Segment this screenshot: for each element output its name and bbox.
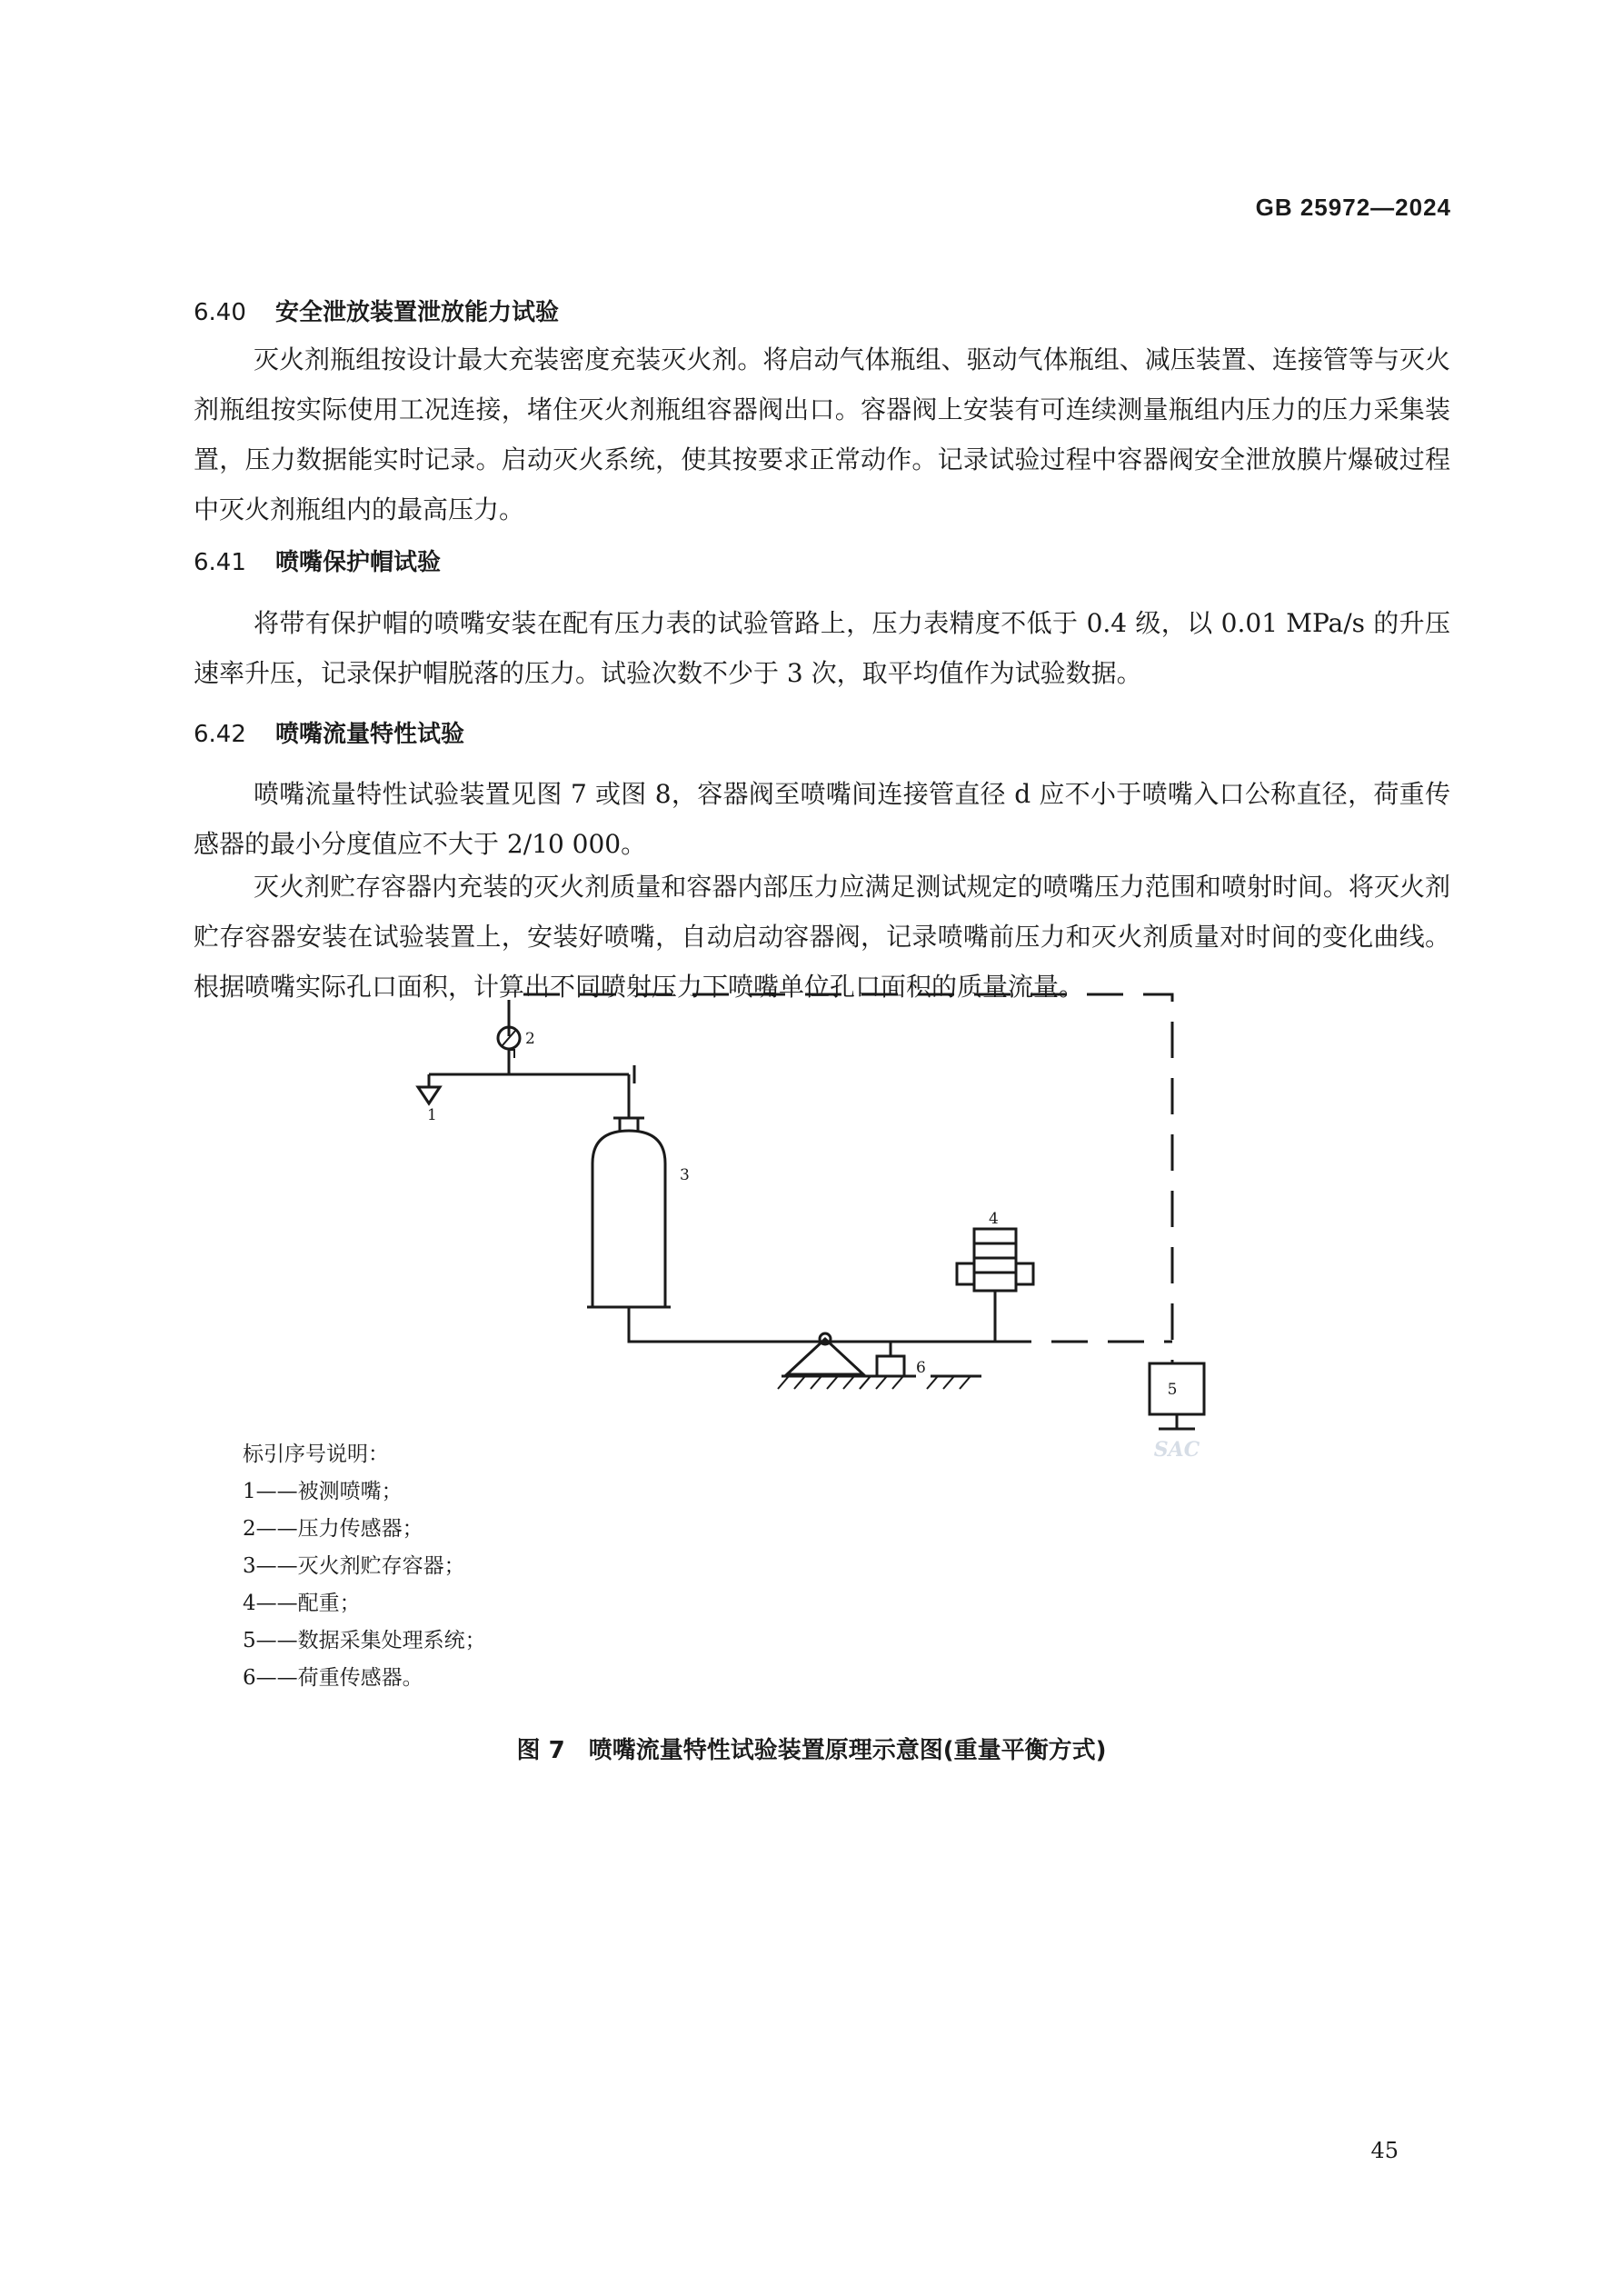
- section-number: 6.42: [194, 721, 246, 748]
- figure-7-diagram: [382, 982, 1245, 1491]
- section-number: 6.41: [194, 549, 246, 576]
- label-1: 1: [427, 1106, 437, 1124]
- legend-item: 2——压力传感器；: [243, 1517, 423, 1541]
- section-number: 6.40: [194, 299, 246, 326]
- section-heading-6-41: [194, 544, 441, 577]
- cylinder-valve: [613, 1118, 644, 1131]
- label-4: 4: [989, 1210, 999, 1228]
- cylinder-3: [592, 1131, 665, 1307]
- legend-item: 4——配重；: [243, 1592, 361, 1615]
- page-number: 45: [1370, 2138, 1399, 2163]
- section-6-41-paragraph: 将带有保护帽的喷嘴安装在配有压力表的试验管路上，压力表精度不低于 0.4 级，以 0.01 MPa/s 的升压速率升压，记录保护帽脱落的压力。试验次数不少于 3 次，取平均值作为试验数据。: [194, 608, 1450, 688]
- figure-title: 喷嘴流量特性试验装置原理示意图(重量平衡方式): [588, 1737, 1107, 1764]
- label-2: 2: [525, 1030, 535, 1048]
- section-6-42-paragraph-1: 喷嘴流量特性试验装置见图 7 或图 8，容器阀至喷嘴间连接管直径 d 应不小于喷嘴入口公称直径，荷重传感器的最小分度值应不大于 2/10 000。: [194, 779, 1450, 859]
- section-title: 喷嘴保护帽试验: [275, 549, 442, 576]
- nozzle-1-symbol: [418, 1087, 440, 1103]
- figure-caption: [0, 1732, 1623, 1765]
- standard-code-header: GB 25972—2024: [1255, 194, 1451, 221]
- section-title: 喷嘴流量特性试验: [275, 721, 465, 748]
- section-heading-6-42: [194, 715, 464, 749]
- section-6-40-paragraph: 灭火剂瓶组按设计最大充装密度充装灭火剂。将启动气体瓶组、驱动气体瓶组、减压装置、连接管等与灭火剂瓶组按实际使用工况连接，堵住灭火剂瓶组容器阀出口。容器阀上安装有可连续测量瓶组内压力的压力采集装置，压力数据能实时记录。启动灭火系统，使其按要求正常动作。记录试验过程中容器阀安全泄放膜片爆破过程中灭火剂瓶组内的最高压力。: [194, 344, 1450, 524]
- section-6-42-paragraph-2: 灭火剂贮存容器内充装的灭火剂质量和容器内部压力应满足测试规定的喷嘴压力范围和喷射时间。将灭火剂贮存容器安装在试验装置上，安装好喷嘴，自动启动容器阀，记录喷嘴前压力和灭火剂质量对时间的变化曲线。根据喷嘴实际孔口面积，计算出不同喷射压力下喷嘴单位孔口面积的质量流量。: [194, 872, 1450, 1002]
- label-5: 5: [1167, 1381, 1178, 1399]
- counterweight-4: [974, 1229, 1016, 1291]
- label-3: 3: [680, 1166, 690, 1184]
- section-title: 安全泄放装置泄放能力试验: [275, 299, 560, 326]
- legend-item: 1——被测喷嘴；: [243, 1480, 403, 1503]
- sac-watermark: SAC: [1153, 1438, 1200, 1462]
- figure-legend: [243, 1436, 486, 1697]
- legend-item: 3——灭火剂贮存容器；: [243, 1554, 465, 1578]
- legend-item: 6——荷重传感器。: [243, 1666, 423, 1690]
- label-6: 6: [916, 1359, 926, 1377]
- load-cell-6: [877, 1356, 904, 1376]
- lower-pipe: [629, 1291, 995, 1342]
- legend-item: 5——数据采集处理系统；: [243, 1629, 486, 1652]
- figure-number: 图 7: [516, 1737, 565, 1764]
- section-heading-6-40: [194, 294, 559, 327]
- legend-title: 标引序号说明：: [243, 1442, 389, 1466]
